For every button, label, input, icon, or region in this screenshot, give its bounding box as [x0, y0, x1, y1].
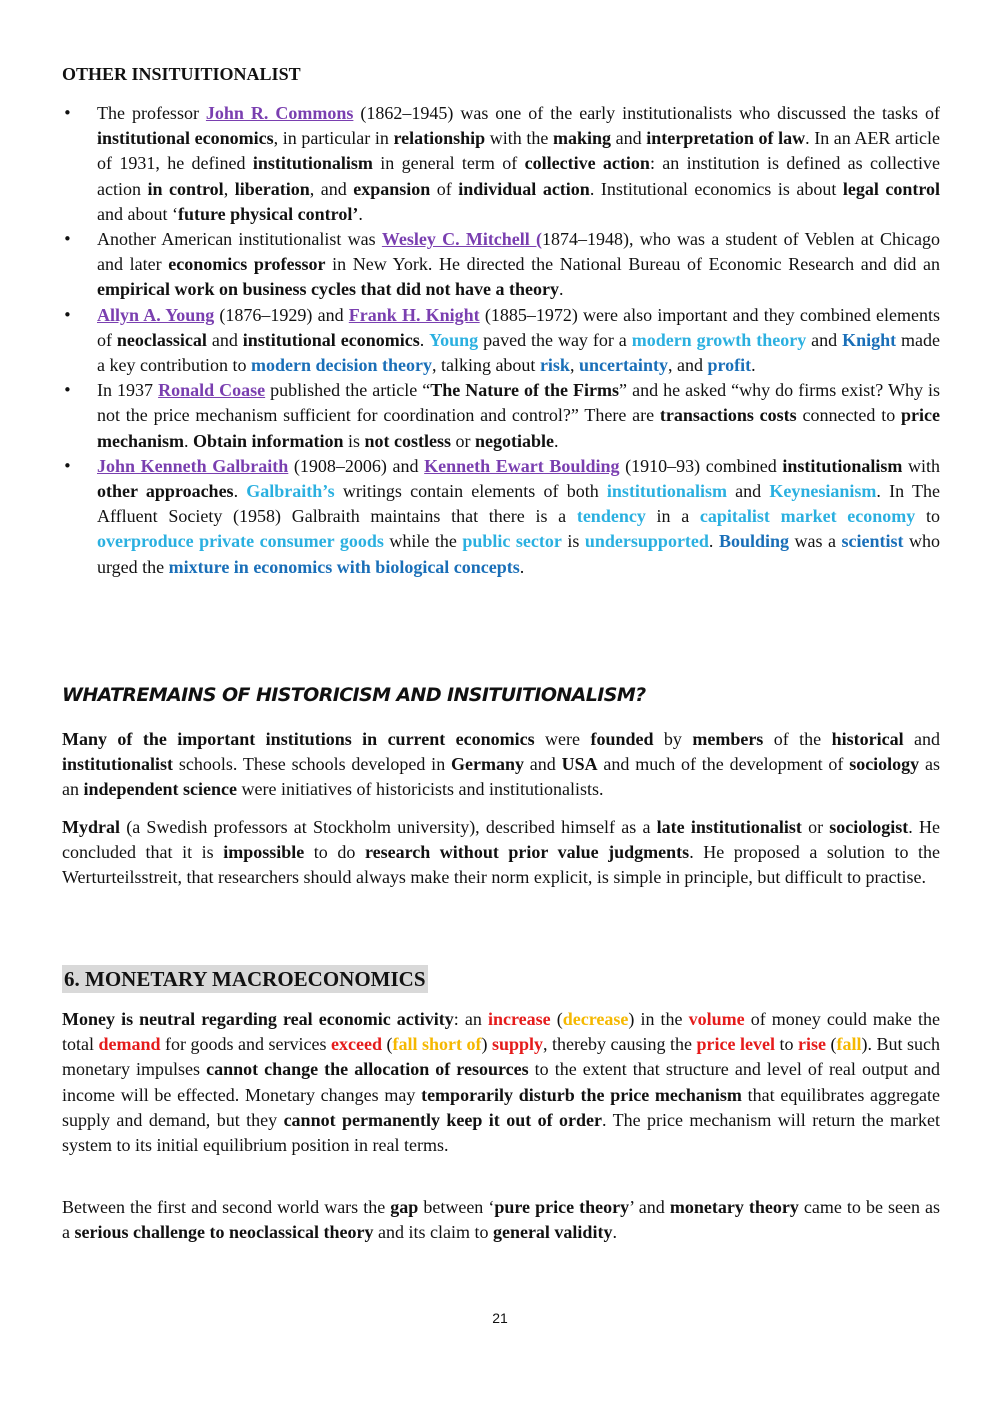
text-run: ’ and [629, 1197, 670, 1217]
text-run: . He proposed a solution to the Werturteilsstreit, that researchers should always make their norm explicit, is simple in principle, but difficult to practise. [62, 842, 941, 888]
bold-term: Many of the important institutions in current economics [62, 729, 535, 749]
text-run: . The price mechanism will return the market system to its initial equilibrium position in real terms. [62, 1109, 941, 1156]
bold-term: sociology [849, 754, 920, 775]
highlighted-term: increase [487, 1009, 551, 1029]
bold-term: negotiable [475, 430, 555, 451]
page-number: 21 [492, 1310, 508, 1326]
bold-term: independent science [83, 779, 238, 800]
highlighted-term: capitalist market economy [699, 506, 916, 527]
highlighted-term: Keynesianism [769, 481, 877, 502]
text-run: is [561, 531, 585, 552]
bold-term: The Nature of the Firms [430, 380, 620, 401]
text-run: in a [645, 506, 700, 527]
highlighted-term: modern decision theory [250, 355, 432, 376]
section-heading-what-remains: WHATREMAINS OF HISTORICISM AND INSITUITIONALISM? [62, 684, 646, 706]
text-run: . In The Affluent Society (1958) Galbraith maintains that there is a [97, 481, 941, 527]
bold-term: relationship [393, 128, 486, 149]
bold-term: empirical work on business cycles that did not have a theory [97, 279, 560, 300]
bold-term: institutional economics [97, 128, 274, 149]
highlighted-term: overproduce private consumer goods [97, 531, 384, 552]
bold-term: expansion [353, 178, 431, 199]
text-run: that equilibrates aggregate supply and demand, but they [62, 1084, 940, 1130]
text-run: as an [62, 754, 940, 800]
text-run: . In an AER article of 1931, he defined [97, 128, 940, 174]
text-run: 1874–1948), who was a student of Veblen at Chicago and later [97, 229, 940, 275]
highlighted-term: decrease [562, 1009, 629, 1029]
person-name-link[interactable]: Allyn A. Young [97, 304, 215, 325]
text-run: . [358, 203, 363, 224]
text-run: made a key contribution to [97, 329, 941, 376]
paragraph-important-institutions [62, 727, 940, 803]
text-run: (1885–1972) were also important and they combined elements of [97, 304, 940, 350]
text-run: : an [453, 1009, 488, 1029]
highlighted-term: scientist [841, 531, 904, 552]
bold-term: impossible [223, 842, 305, 863]
bold-term: sociologist [829, 817, 909, 837]
bold-term: legal control [842, 178, 941, 199]
text-run: Between the first and second world wars the [62, 1197, 391, 1217]
bold-term: temporarily disturb the price mechanism [421, 1084, 742, 1105]
bullet-item-coase [62, 378, 940, 454]
paragraph-between-wars [62, 1195, 940, 1245]
bold-term: neoclassical [116, 329, 207, 350]
text-run: of money could make the total [62, 1009, 940, 1055]
person-name-link[interactable]: Frank H. Knight [348, 304, 480, 325]
text-run: . [233, 481, 247, 502]
bold-term: other approaches [97, 481, 234, 502]
text-run: . [708, 531, 719, 552]
text-run: and much of the development of [597, 754, 850, 775]
text-run: , [569, 355, 579, 376]
text-run: between ‘ [418, 1197, 495, 1217]
text-run: and [611, 128, 647, 149]
text-run: ( [550, 1009, 563, 1029]
text-run: paved the way for a [478, 329, 632, 350]
bold-term: Money is neutral regarding real economic activity [62, 1009, 454, 1029]
text-run: , [223, 178, 235, 199]
text-run: and [726, 481, 770, 502]
bold-term: institutionalist [62, 754, 174, 775]
highlighted-term: undersupported [584, 531, 709, 552]
text-run: , talking about [431, 355, 540, 376]
text-run: ) in the [628, 1009, 689, 1029]
text-run: and about ‘ [97, 203, 178, 224]
text-run: . [519, 556, 525, 577]
text-run: with the [485, 128, 553, 149]
section-heading-other-institutionalist: OTHER INSITUITIONALIST [62, 64, 301, 84]
text-run: , in particular in [273, 128, 394, 149]
text-run: , and [309, 178, 354, 199]
text-run: with [902, 455, 940, 476]
highlighted-term: profit [707, 355, 752, 376]
text-run: in New York. He directed the National Bureau of Economic Research and did an [325, 254, 941, 275]
text-run: or [801, 817, 830, 837]
text-run: of the [763, 729, 832, 749]
highlighted-term: supply [491, 1034, 544, 1055]
bold-term: founded [590, 729, 654, 749]
text-run: for goods and services [160, 1034, 331, 1055]
highlighted-term: rise [797, 1034, 826, 1055]
text-run: to the extent that structure and level of real output and income will be effected. Monetary changes may [62, 1059, 940, 1105]
text-run: is [343, 430, 365, 451]
text-run: The professor [97, 103, 206, 123]
text-run: . [419, 329, 430, 350]
bold-term: serious challenge to neoclassical theory [74, 1222, 374, 1243]
text-run: ( [825, 1034, 837, 1055]
text-run: (a Swedish professors at Stockholm university), described himself as a [120, 817, 657, 837]
bold-term: institutional economics [242, 329, 420, 350]
text-run: of [430, 178, 459, 199]
bold-term: cannot change the allocation of resources [206, 1059, 529, 1080]
bold-term: Germany [451, 754, 524, 775]
bold-term: economics professor [168, 254, 326, 275]
text-run: (1910–93) combined [619, 455, 783, 476]
highlighted-term: Boulding [718, 531, 789, 552]
bold-term: historical [831, 729, 904, 749]
bold-term: monetary theory [669, 1197, 799, 1217]
bold-term: making [553, 128, 612, 149]
bold-term: liberation [234, 178, 310, 199]
bold-term: transactions costs [659, 405, 797, 426]
text-run: by [653, 729, 693, 749]
bold-term: future physical control’ [177, 203, 359, 224]
section-heading-monetary-macroeconomics: 6. MONETARY MACROECONOMICS [64, 967, 426, 991]
text-run: : an institution is defined as collective action [97, 153, 940, 199]
text-run: to do [304, 842, 365, 863]
text-run: were [534, 729, 591, 749]
text-run: . [184, 430, 193, 451]
person-name-link[interactable]: Wesley C. Mitchell ( [381, 229, 543, 250]
text-run: and [806, 329, 843, 350]
bold-term: collective action [524, 153, 650, 174]
bullet-item-young-knight [62, 303, 940, 379]
text-run: and its claim to [373, 1222, 493, 1243]
highlighted-term: volume [688, 1009, 745, 1029]
bold-term: USA [561, 754, 598, 775]
person-name-link[interactable]: John R. Commons [205, 103, 354, 123]
bold-term: interpretation of law [646, 128, 806, 149]
text-run: writings contain elements of both [334, 481, 607, 502]
text-run: and [206, 329, 243, 350]
highlighted-term: public sector [462, 531, 562, 552]
text-run: . [751, 355, 756, 376]
text-run: . [554, 430, 559, 451]
highlighted-term: exceed [331, 1034, 382, 1055]
text-run: in general term of [372, 153, 525, 174]
text-run: who urged the [97, 531, 941, 577]
text-run: . Institutional economics is about [589, 178, 843, 199]
text-run: (1876–1929) and [214, 304, 349, 325]
person-name-link[interactable]: Ronald Coase [158, 380, 266, 401]
text-run: , thereby causing the [543, 1034, 697, 1055]
bold-term: Obtain information [193, 430, 344, 451]
bold-term: institutionalism [252, 153, 373, 174]
highlighted-term: institutionalism [606, 481, 727, 502]
bold-term: late institutionalist [656, 817, 802, 837]
highlighted-term: demand [98, 1034, 161, 1055]
highlighted-term: Galbraith’s [246, 481, 335, 502]
bullet-item-galbraith-boulding [62, 454, 940, 580]
highlighted-term: uncertainty [578, 355, 668, 376]
text-run: and [523, 754, 562, 775]
highlighted-term: tendency [576, 506, 646, 527]
text-run: Another American institutionalist was [97, 229, 382, 250]
bold-term: general validity [492, 1222, 613, 1243]
text-run: connected to [796, 405, 902, 426]
paragraph-money-neutral [62, 1007, 940, 1158]
text-run: published the article “ [265, 380, 431, 401]
bold-term: institutionalism [782, 455, 903, 476]
highlighted-term: risk [539, 355, 570, 376]
bold-term: members [692, 729, 764, 749]
text-run: or [451, 430, 476, 451]
bold-term: pure price theory [494, 1197, 630, 1217]
text-run: schools. These schools developed in [173, 754, 451, 775]
bold-term: Mydral [62, 817, 120, 837]
text-run: In 1937 [97, 380, 159, 401]
bullet-item-mitchell [62, 227, 940, 303]
text-run: ) [481, 1034, 492, 1055]
text-run: to [774, 1034, 798, 1055]
bold-term: cannot permanently keep it out of order [283, 1109, 603, 1130]
person-name-link[interactable]: Kenneth Ewart Boulding [424, 455, 620, 476]
paragraph-mydral [62, 815, 940, 891]
text-run: ). But such monetary impulses [62, 1034, 940, 1080]
text-run: ” and he asked “why do firms exist? Why is not the price mechanism sufficient for coordination and control?” There are [97, 380, 940, 426]
text-run: was a [788, 531, 842, 552]
text-run: . He concluded that it is [62, 817, 940, 863]
highlighted-term: Knight [842, 329, 897, 350]
text-run: . [612, 1222, 617, 1243]
highlighted-term: fall [836, 1034, 862, 1055]
text-run: while the [383, 531, 463, 552]
bullet-item-commons [62, 101, 940, 227]
text-run: ( [381, 1034, 393, 1055]
person-name-link[interactable]: John Kenneth Galbraith [97, 455, 289, 476]
highlighted-term: price level [696, 1034, 775, 1055]
bold-term: research without prior value judgments [364, 842, 690, 863]
text-run: (1862–1945) was one of the early institutionalists who discussed the tasks of [353, 103, 941, 123]
text-run: were initiatives of historicists and institutionalists. [237, 779, 604, 800]
text-run: came to be seen as a [62, 1197, 941, 1243]
bold-term: individual action [458, 178, 590, 199]
highlighted-term: mixture in economics with biological concepts [168, 556, 520, 577]
text-run: to [915, 506, 940, 527]
bold-term: in control [147, 178, 224, 199]
text-run: , and [667, 355, 708, 376]
text-run: . [559, 279, 564, 300]
bold-term: price mechanism [97, 405, 940, 451]
highlighted-term: fall short of [392, 1034, 482, 1055]
text-run: and [903, 729, 941, 749]
text-run: (1908–2006) and [288, 455, 425, 476]
bold-term: not costless [364, 430, 452, 451]
institutionalist-bullet-list [62, 101, 940, 580]
highlighted-term: modern growth theory [631, 329, 807, 350]
bold-term: gap [390, 1197, 419, 1217]
highlighted-term: Young [429, 329, 479, 350]
